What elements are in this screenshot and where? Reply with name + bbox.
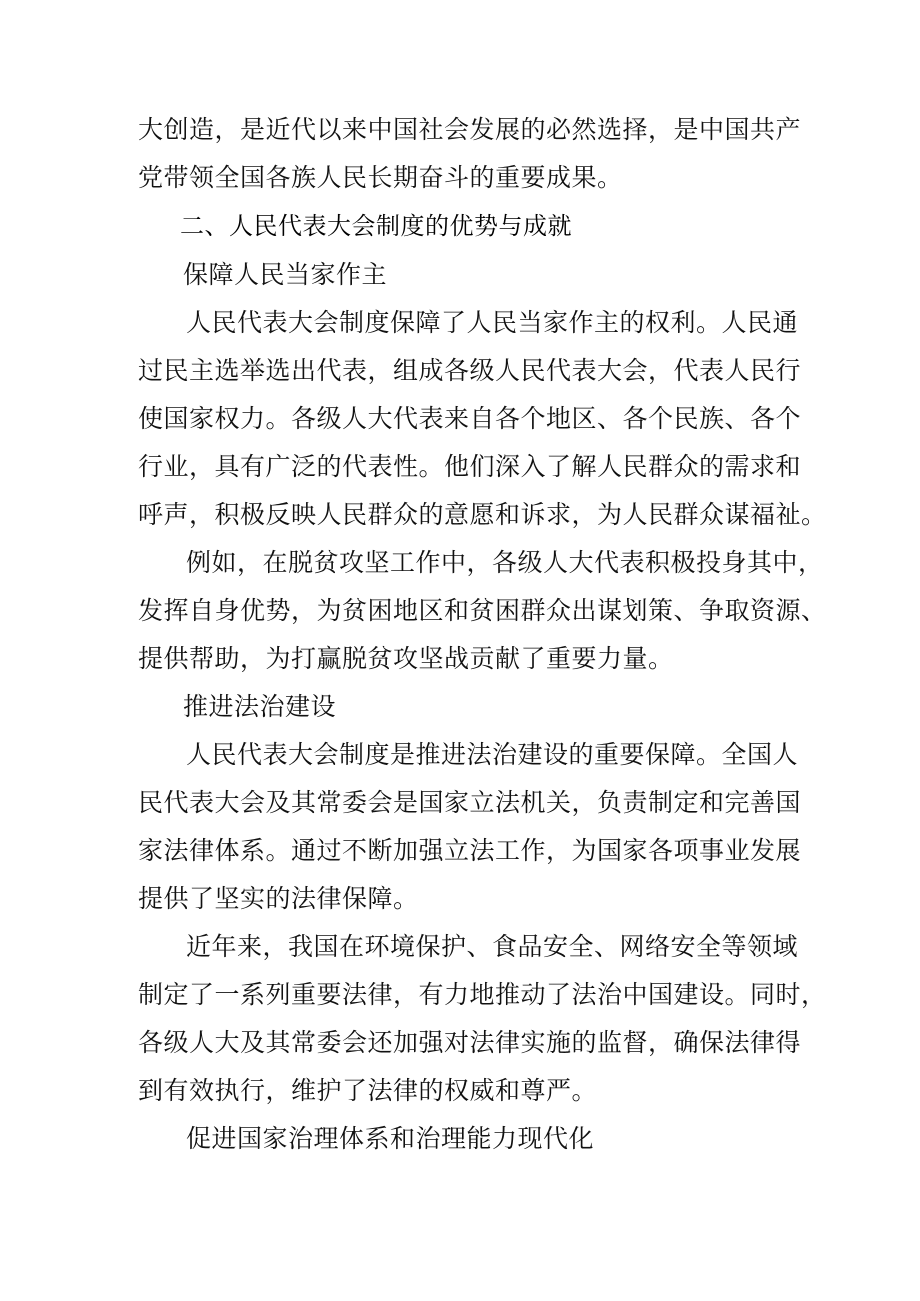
paragraph-line: 发挥自身优势，为贫困地区和贫困群众出谋划策、争取资源、 <box>138 596 827 625</box>
paragraph-line: 民代表大会及其常委会是国家立法机关，负责制定和完善国 <box>138 788 802 817</box>
paragraph-line: 呼声，积极反映人民群众的意愿和诉求，为人民群众谋福祉。 <box>138 500 827 529</box>
paragraph-line: 提供帮助，为打赢脱贫攻坚战贡献了重要力量。 <box>138 644 674 673</box>
paragraph-line: 例如，在脱贫攻坚工作中，各级人大代表积极投身其中， <box>186 548 824 577</box>
paragraph-line: 制定了一系列重要法律，有力地推动了法治中国建设。同时， <box>138 980 827 1009</box>
subsection-title: 保障人民当家作主 <box>183 260 388 289</box>
intro-line: 大创造，是近代以来中国社会发展的必然选择，是中国共产 <box>138 115 802 144</box>
paragraph-line: 到有效执行，维护了法律的权威和尊严。 <box>138 1076 598 1105</box>
paragraph-line: 提供了坚实的法律保障。 <box>138 884 419 913</box>
paragraph-line: 各级人大及其常委会还加强对法律实施的监督，确保法律得 <box>138 1028 802 1057</box>
subsection-title: 推进法治建设 <box>183 692 337 721</box>
subsection-title: 促进国家治理体系和治理能力现代化 <box>186 1124 595 1153</box>
paragraph-line: 行业，具有广泛的代表性。他们深入了解人民群众的需求和 <box>138 452 802 481</box>
paragraph-line: 家法律体系。通过不断加强立法工作，为国家各项事业发展 <box>138 836 802 865</box>
section-heading: 二、人民代表大会制度的优势与成就 <box>180 212 572 240</box>
intro-line: 党带领全国各族人民长期奋斗的重要成果。 <box>138 163 623 192</box>
paragraph-line: 过民主选举选出代表，组成各级人民代表大会，代表人民行 <box>138 356 802 385</box>
paragraph-line: 使国家权力。各级人大代表来自各个地区、各个民族、各个 <box>138 404 802 433</box>
paragraph-line: 人民代表大会制度是推进法治建设的重要保障。全国人 <box>186 740 799 769</box>
paragraph-line: 人民代表大会制度保障了人民当家作主的权利。人民通 <box>186 308 799 337</box>
paragraph-line: 近年来，我国在环境保护、食品安全、网络安全等领域 <box>186 932 799 961</box>
